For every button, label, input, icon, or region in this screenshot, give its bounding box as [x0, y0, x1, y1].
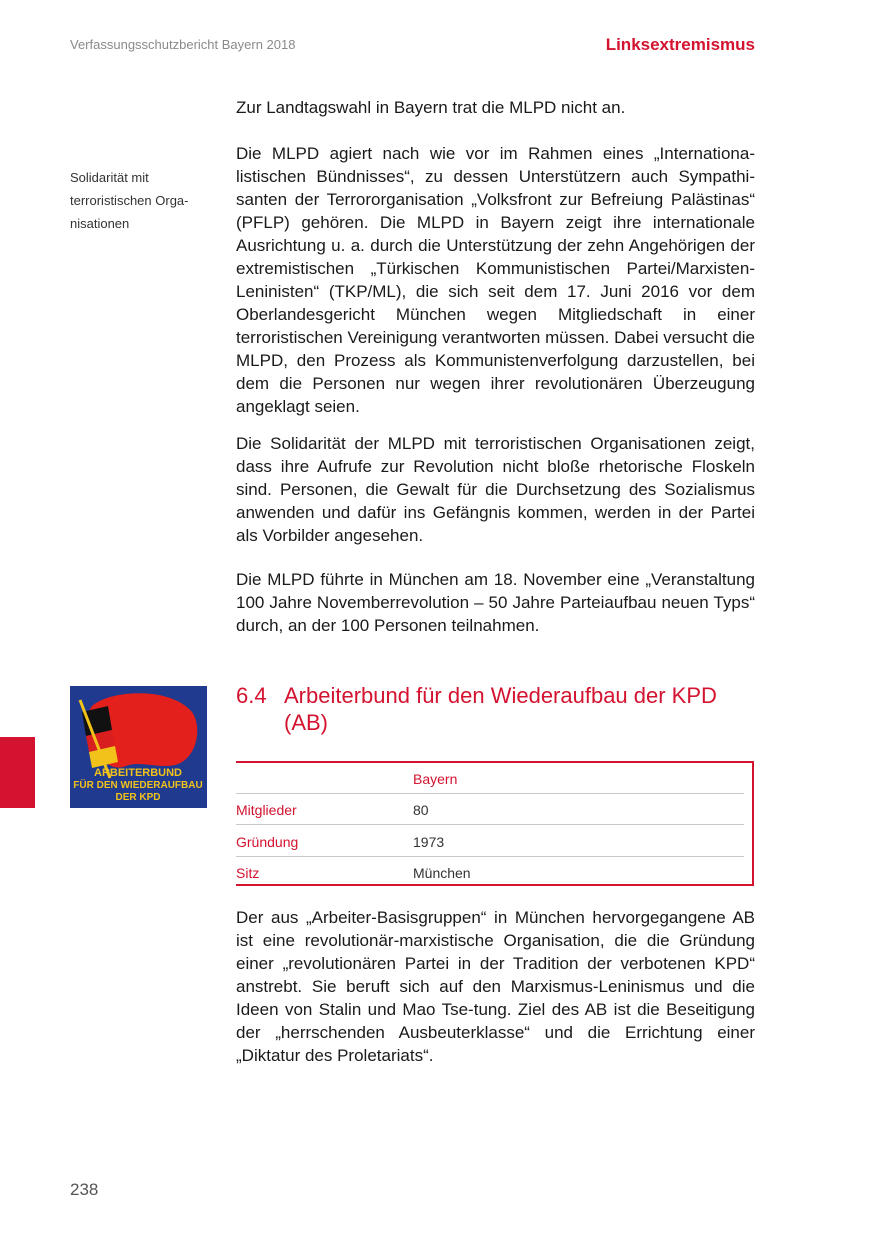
facts-label: Sitz [236, 865, 260, 881]
section-number: 6.4 [236, 683, 267, 708]
paragraph-internationales-buendnis [236, 142, 755, 418]
paragraph-solidaritaet [236, 432, 755, 547]
paragraph-text: Die Solidarität der MLPD mit terroristischen Organisationen zeigt, dass ihre Aufrufe zur Revolution nicht bloße rhetorische Floskeln sind. Personen, die Gewalt für die Durchsetzung des Sozialismus anwenden und dafür ins Gefängnis kommen, werden in der Partei als Vorbilder angesehen. [236, 434, 755, 545]
paragraph-ab-beschreibung [236, 906, 755, 1067]
ab-logo-image [70, 686, 207, 808]
paragraph-landtagswahl [236, 96, 755, 119]
logo-text-line-2: FÜR DEN WIEDERAUFBAU [73, 780, 203, 791]
margin-note: Solidarität mit terroristischen Organisationen [70, 170, 189, 231]
paragraph-text: Die MLPD agiert nach wie vor im Rahmen eines „Internationalistischen Bündnisses“, zu dessen Unterstützern auch Sympathisanten der Terrororganisation „Volksfront zur Befreiung Palästinas“ (PFLP) gehören. Die MLPD in Bayern zeigt ihre internationale Ausrichtung u. a. durch die Unterstützung der zehn Angehörigen der extremistischen „Türkischen Kommunistischen Partei/Marxisten-Leninisten“ (TKP/ML), die sich seit dem 17. Juni 2016 vor dem Oberlandesgericht München wegen Mitgliedschaft in einer terroristischen Vereinigung verantworten müssen. Dabei versucht die MLPD, den Prozess als Kommunistenverfolgung darzustellen, bei dem die Personen nur wegen ihrer revolutionären Überzeugung angeklagt seien. [236, 144, 755, 416]
facts-row-sitz [236, 857, 744, 888]
facts-label: Gründung [236, 834, 299, 850]
section-title: Arbeiterbund für den Wiederaufbau der KPD (AB) [284, 683, 717, 735]
facts-column-header: Bayern [413, 771, 458, 787]
facts-value: 1973 [413, 834, 445, 850]
logo-text-line-1: ARBEITERBUND [94, 767, 182, 779]
paragraph-veranstaltung [236, 568, 755, 637]
page-number: 238 [70, 1180, 99, 1199]
chapter-side-tab [0, 737, 35, 808]
running-head-publication: Verfassungsschutzbericht Bayern 2018 [70, 37, 296, 52]
ab-logo [70, 686, 207, 808]
paragraph-text: Zur Landtagswahl in Bayern trat die MLPD nicht an. [236, 98, 626, 117]
facts-header-row [236, 763, 744, 794]
facts-value: 80 [413, 802, 429, 818]
facts-label: Mitglieder [236, 802, 297, 818]
paragraph-text: Die MLPD führte in München am 18. November eine „Veranstaltung 100 Jahre Novemberrevolution – 50 Jahre Parteiaufbau neuen Typs“ durch, an der 100 Personen teilnahmen. [236, 570, 755, 635]
running-head-chapter: Linksextremismus [605, 35, 755, 54]
facts-row-mitglieder [236, 794, 744, 825]
facts-value: München [413, 865, 471, 881]
paragraph-text: Der aus „Arbeiter-Basisgruppen“ in München hervorgegangene AB ist eine revolutionär-marxistische Organisation, die die Gründung einer „revolutionären Partei in der Tradition der verbotenen KPD“ anstrebt. Sie beruft sich auf den Marxismus-Leninismus und die Ideen von Stalin und Mao Tse-tung. Ziel des AB ist die Beseitigung der „herrschenden Ausbeuterklasse“ und die Errichtung einer „Diktatur des Proletariats“. [236, 908, 755, 1065]
logo-text-line-3: DER KPD [115, 792, 161, 803]
facts-row-gruendung [236, 826, 744, 857]
facts-table [236, 761, 754, 886]
